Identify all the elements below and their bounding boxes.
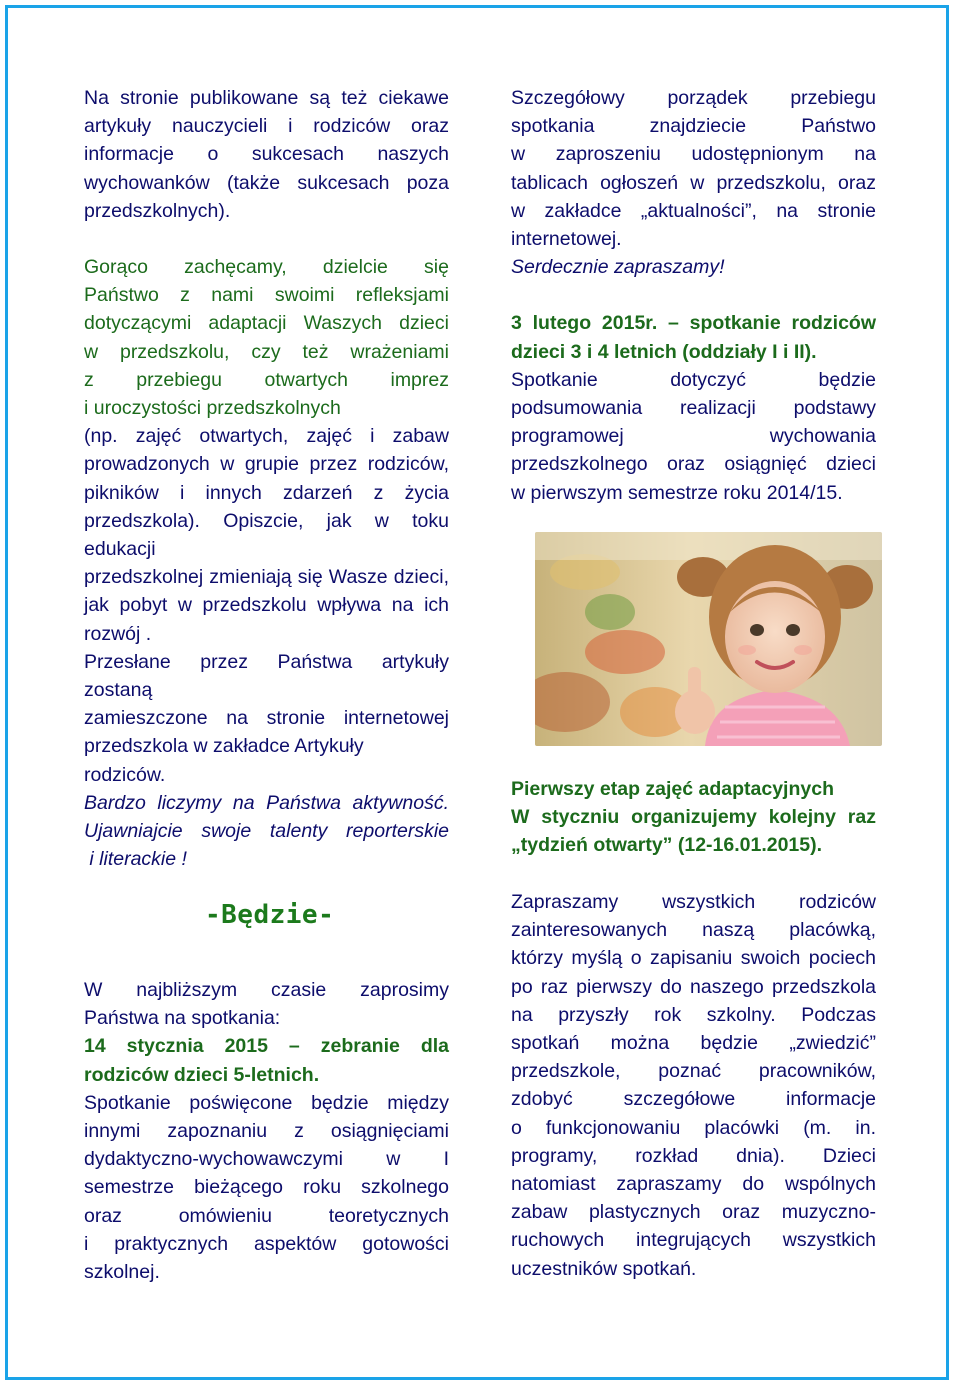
right-bottom-column: [511, 888, 876, 1283]
line: przedszkola). Opiszcie, jak w toku edukacji: [84, 509, 449, 561]
line: przedszkola w zakładce Artykuły rodziców.: [84, 735, 364, 786]
line: zainteresowanych naszą placówką,: [511, 919, 876, 942]
line: przedszkolnego oraz osiągnięć dzieci: [511, 453, 876, 476]
line: spotkań można będzie „zwiedzić”: [511, 1032, 876, 1055]
line: przedszkole, poznać pracowników,: [511, 1060, 876, 1083]
child-photo: [535, 532, 882, 746]
line: i literackie !: [84, 848, 187, 871]
line: Pierwszy etap zajęć adaptacyjnych: [511, 778, 834, 800]
line: uczestników spotkań.: [511, 1257, 697, 1280]
line: zdobyć szczegółowe informacje: [511, 1088, 876, 1111]
line: Przesłane przez Państwa artykuły zostaną: [84, 650, 449, 702]
line: programy, rozkład dnia). Dzieci: [511, 1144, 876, 1167]
line: Serdecznie zapraszamy!: [511, 256, 725, 279]
line: szkolnej.: [84, 1261, 160, 1284]
line: prowadzonych w grupie przez rodziców,: [84, 453, 449, 476]
line: i uroczystości przedszkolnych: [84, 397, 341, 420]
line: o funkcjonowaniu placówki (m. in.: [511, 1116, 876, 1139]
left-top-column: [84, 84, 449, 873]
line: dotyczącymi adaptacji Waszych dzieci: [84, 312, 449, 335]
line: innymi zapoznaniu z osiągnięciami: [84, 1120, 449, 1143]
line: Szczegółowy porządek przebiegu: [511, 87, 876, 109]
line: internetowej.: [511, 228, 622, 251]
line: Spotkanie dotyczyć będzie: [511, 368, 876, 391]
line: ruchowych integrujących wszystkich: [511, 1229, 876, 1252]
line: (np. zajęć otwartych, zajęć i zabaw: [84, 425, 449, 448]
line: którzy myślą o zapisaniu swoich pociech: [511, 947, 876, 970]
line: Spotkanie poświęcone będzie między: [84, 1091, 449, 1114]
line: jak pobyt w przedszkolu wpływa na ich: [84, 594, 449, 617]
line: Państwa na spotkania:: [84, 1007, 281, 1030]
line: w pierwszym semestrze roku 2014/15.: [511, 481, 843, 504]
line: pikników i innych zdarzeń z życia: [84, 481, 449, 504]
line: Ujawniajcie swoje talenty reporterskie: [84, 820, 449, 843]
line: zabaw plastycznych oraz muzyczno-: [511, 1201, 876, 1224]
line: wychowanków (także sukcesach poza: [84, 171, 449, 194]
line: spotkania znajdziecie Państwo: [511, 115, 876, 138]
left-bottom-column: [84, 976, 449, 1286]
line: semestrze bieżącego roku szkolnego: [84, 1176, 449, 1199]
line: po raz pierwszy do naszego przedszkola: [511, 975, 876, 998]
line: programowej wychowania: [511, 425, 876, 448]
line: Na stronie publikowane są też ciekawe: [84, 87, 449, 109]
line: dydaktyczno-wychowawczymi w I: [84, 1148, 449, 1171]
line: rodziców dzieci 5-letnich.: [84, 1063, 320, 1086]
right-middle-column: [511, 775, 876, 860]
section-heading: -Będzie-: [205, 900, 335, 930]
line: tablicach ogłoszeń w przedszkolu, oraz: [511, 171, 876, 194]
line: informacje o sukcesach naszych: [84, 143, 449, 166]
line: W styczniu organizujemy kolejny raz: [511, 806, 876, 829]
line: Zapraszamy wszystkich rodziców: [511, 891, 876, 913]
line: w przedszkolu, czy też wrażeniami: [84, 340, 449, 363]
line: rozwój .: [84, 622, 152, 645]
line: w zaproszeniu udostępnionym na: [511, 143, 876, 166]
line: Państwo z nami swoimi refleksjami: [84, 284, 449, 307]
line: podsumowania realizacji podstawy: [511, 397, 876, 420]
line: przedszkolnych).: [84, 199, 231, 222]
line: na przyszły rok szkolny. Podczas: [511, 1003, 876, 1026]
line: W najbliższym czasie zaprosimy: [84, 979, 449, 1001]
line: i praktycznych aspektów gotowości: [84, 1232, 449, 1255]
line: 14 stycznia 2015 – zebranie dla: [84, 1035, 449, 1058]
line: dzieci 3 i 4 letnich (oddziały I i II).: [511, 340, 817, 363]
line: artykuły nauczycieli i rodziców oraz: [84, 115, 449, 138]
line: przedszkolnej zmieniają się Wasze dzieci,: [84, 566, 449, 589]
line: Bardzo liczymy na Państwa aktywność.: [84, 791, 449, 814]
line: oraz omówieniu teoretycznych: [84, 1204, 449, 1227]
line: natomiast zapraszamy do wspólnych: [511, 1173, 876, 1196]
line: 3 lutego 2015r. – spotkanie rodziców: [511, 312, 876, 335]
line: zamieszczone na stronie internetowej: [84, 707, 449, 730]
line: „tydzień otwarty” (12-16.01.2015).: [511, 834, 823, 857]
line: z przebiegu otwartych imprez: [84, 368, 449, 391]
line: w zakładce „aktualności”, na stronie: [511, 199, 876, 222]
line: Gorąco zachęcamy, dzielcie się: [84, 256, 449, 279]
right-top-column: [511, 84, 876, 507]
